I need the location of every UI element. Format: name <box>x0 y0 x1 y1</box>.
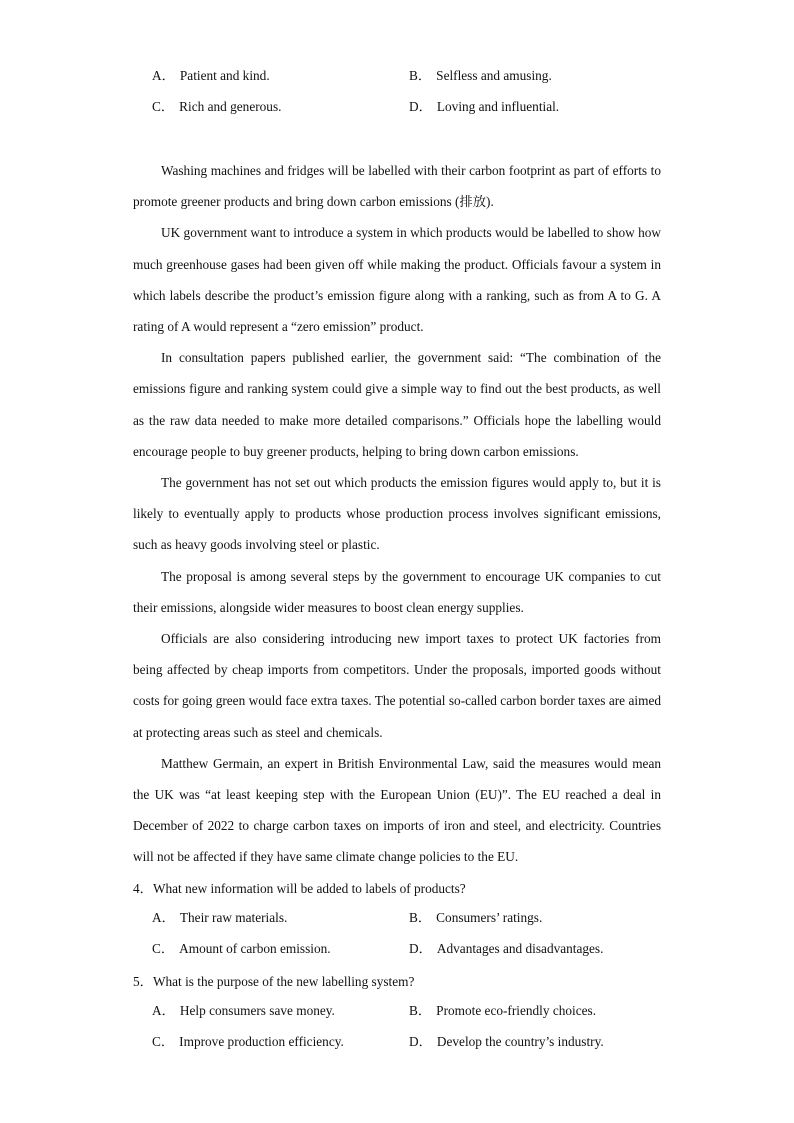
q3-options-row-1 <box>133 62 661 93</box>
passage-paragraph-7: Matthew Germain, an expert in British Environmental Law, said the measures would mean the UK was “at least keeping step with the European Union (EU)”. The EU reached a deal in December of 2022 to charge carbon taxes on imports of iron and steel, and electricity. Countries will not be affected if they have same climate change policies to the EU. <box>133 755 661 865</box>
option-text: Develop the country’s industry. <box>436 1033 604 1049</box>
section-gap <box>133 124 661 155</box>
option-text: Rich and generous. <box>179 99 282 114</box>
passage-paragraph-4: The government has not set out which products the emission figures would apply to, but it is likely to eventually apply to products whose production process involves significant emissions, such as heavy goods involving steel or plastic. <box>133 475 661 553</box>
option-text: Selfless and amusing. <box>436 68 552 83</box>
option-text: Consumers’ ratings. <box>436 909 543 925</box>
q3-option-d <box>409 93 559 121</box>
option-letter: B． <box>409 909 432 925</box>
option-letter: D． <box>409 940 432 956</box>
q5-option-c <box>152 1028 344 1056</box>
q4-option-b <box>409 904 542 932</box>
q4-option-d <box>409 935 603 963</box>
option-letter: B． <box>409 68 432 83</box>
q3-option-b <box>409 62 552 90</box>
q5-option-b <box>409 997 596 1025</box>
option-letter: A． <box>152 909 175 925</box>
passage-paragraph-1: Washing machines and fridges will be labelled with their carbon footprint as part of efforts to promote greener products and bring down carbon emissions (排放). <box>133 163 661 210</box>
passage-paragraph-6: Officials are also considering introducing new import taxes to protect UK factories from being affected by cheap imports from competitors. Under the proposals, imported goods without costs for going green would face extra taxes. The potential so-called carbon border taxes are aimed at protecting areas such as steel and chemicals. <box>133 631 661 740</box>
option-text: Advantages and disadvantages. <box>436 940 604 956</box>
q3-option-a <box>152 62 270 90</box>
option-letter: C． <box>152 1033 175 1049</box>
option-letter: D． <box>409 1033 432 1049</box>
question-5-stem: 5．What is the purpose of the new labelling system? <box>133 973 415 989</box>
option-text: Promote eco-friendly choices. <box>436 1002 597 1018</box>
option-text: Their raw materials. <box>179 909 288 925</box>
option-text: Help consumers save money. <box>179 1002 335 1018</box>
q3-option-c <box>152 93 281 121</box>
q4-option-a <box>152 904 287 932</box>
option-letter: D． <box>409 99 432 114</box>
option-letter: B． <box>409 1002 432 1018</box>
option-letter: C． <box>152 99 175 114</box>
option-letter: A． <box>152 68 175 83</box>
q5-option-a <box>152 997 335 1025</box>
option-text: Patient and kind. <box>179 68 270 83</box>
option-letter: A． <box>152 1002 175 1018</box>
option-text: Loving and influential. <box>436 99 560 114</box>
passage-paragraph-3: In consultation papers published earlier, the government said: “The combination of the emissions figure and ranking system could give a simple way to find out the best products, as well as the raw data needed to make more detailed comparisons.” Officials hope the labelling would encourage people to buy greener products, helping to bring down carbon emissions. <box>133 350 661 459</box>
option-text: Improve production efficiency. <box>179 1033 344 1049</box>
document-body <box>133 62 661 1059</box>
passage-paragraph-2: UK government want to introduce a system in which products would be labelled to show how much greenhouse gases had been given off while making the product. Officials favour a system in which labels describe the product’s emission figure along with a ranking, such as from A to G. A rating of A would represent a “zero emission” product. <box>133 225 661 335</box>
q5-options-row-2 <box>133 1028 661 1059</box>
q4-option-c <box>152 935 331 963</box>
option-letter: C． <box>152 940 175 956</box>
q5-option-d <box>409 1028 604 1056</box>
q4-options-row-1 <box>133 904 661 935</box>
option-text: Amount of carbon emission. <box>179 940 331 956</box>
q3-options-row-2 <box>133 93 661 124</box>
question-4-stem: 4．What new information will be added to labels of products? <box>133 880 466 896</box>
q4-options-row-2 <box>133 935 661 966</box>
passage-paragraph-5: The proposal is among several steps by the government to encourage UK companies to cut their emissions, alongside wider measures to boost clean energy supplies. <box>133 568 661 615</box>
q5-options-row-1 <box>133 997 661 1028</box>
